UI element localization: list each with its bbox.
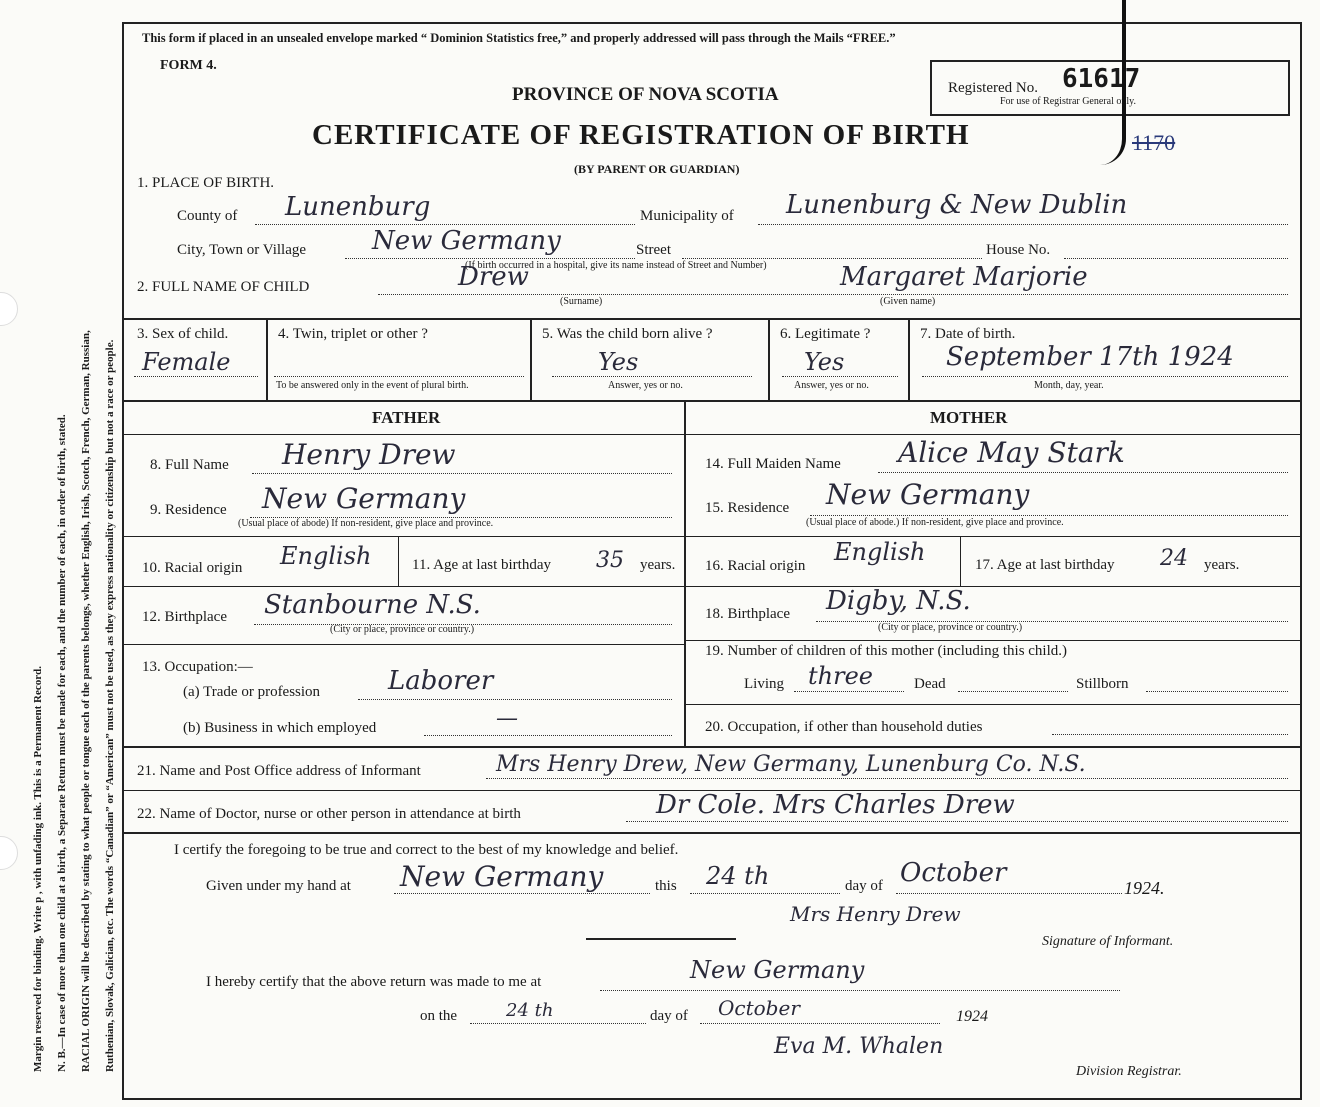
registrar-caption: Division Registrar.	[1076, 1064, 1182, 1079]
registrar-day-line	[470, 1023, 646, 1024]
registrar-day: 24 th	[506, 1000, 554, 1021]
street-line	[682, 258, 982, 259]
dayof-label: day of	[845, 878, 883, 894]
surname-caption: (Surname)	[560, 296, 603, 307]
given-day-line	[690, 893, 840, 894]
mother-res-label: 15. Residence	[705, 500, 790, 516]
father-bp-note: (City or place, province or country.)	[330, 624, 475, 635]
father-residence: New Germany	[262, 482, 466, 515]
parents-bottom	[122, 746, 1302, 748]
mother-occ-label: 20. Occupation, if other than household duties	[705, 719, 983, 735]
sidebar-racial-note-2: Ruthenian, Slovak, Galician, etc. The words “Canadian” or “American” must not be used, as they express nationality or citizenship but not a race or people.	[104, 339, 116, 1072]
registrar-note: For use of Registrar General only.	[1000, 96, 1136, 107]
punch-hole-bottom	[0, 836, 18, 870]
informant-sig-caption: Signature of Informant.	[1042, 934, 1174, 949]
dob-label: 7. Date of birth.	[920, 326, 1016, 342]
mother-birthplace: Digby, N.S.	[826, 586, 971, 616]
mother-heading: MOTHER	[930, 408, 1008, 427]
row3-top	[122, 318, 1302, 320]
form-number: FORM 4.	[160, 58, 217, 73]
father-race: English	[280, 542, 372, 570]
father-row1-line	[122, 536, 684, 537]
father-name: Henry Drew	[282, 438, 456, 471]
municipality-label: Municipality of	[640, 208, 734, 224]
father-row2-line	[122, 586, 684, 587]
right-border	[1300, 22, 1302, 1100]
mother-occ-line	[1052, 734, 1288, 735]
alive-note: Answer, yes or no.	[608, 380, 683, 391]
dead-line	[958, 691, 1068, 692]
given-caption: (Given name)	[880, 296, 936, 307]
row3-div3	[768, 318, 770, 400]
registered-number: 61617	[1062, 64, 1141, 94]
on-the-label: on the	[420, 1008, 458, 1024]
father-occ-label: 13. Occupation:—	[142, 659, 253, 675]
sex-value: Female	[142, 348, 231, 376]
registered-label: Registered No.	[948, 80, 1038, 96]
mother-residence: New Germany	[826, 478, 1030, 511]
mother-age-label: 17. Age at last birthday	[975, 557, 1115, 573]
row3-div2	[530, 318, 532, 400]
informant-signature: Mrs Henry Drew	[790, 902, 961, 926]
row3-div4	[908, 318, 910, 400]
sex-label: 3. Sex of child.	[137, 326, 229, 342]
father-heading: FATHER	[372, 408, 441, 427]
living-label: Living	[744, 676, 784, 692]
mother-res-line	[810, 515, 1288, 516]
informant-sig-line	[586, 938, 736, 940]
father-trade: Laborer	[388, 666, 494, 696]
dob-note: Month, day, year.	[1034, 380, 1104, 391]
mother-row4-line	[684, 704, 1302, 705]
child-name-line	[378, 294, 1288, 295]
informant-line	[486, 778, 1288, 779]
father-business-line	[424, 735, 672, 736]
certificate-subtitle: (BY PARENT OR GUARDIAN)	[574, 162, 740, 176]
street-label: Street	[636, 242, 671, 258]
twin-note: To be answered only in the event of plural birth.	[276, 380, 469, 391]
this-label: this	[655, 878, 677, 894]
house-label: House No.	[986, 242, 1051, 258]
father-res-label: 9. Residence	[150, 502, 227, 518]
mother-row3-line	[684, 640, 1302, 641]
mother-row1-line	[684, 536, 1302, 537]
given-place: New Germany	[400, 860, 604, 893]
registrar-place-line	[600, 990, 1120, 991]
registrar-text: I hereby certify that the above return was made to me at	[206, 974, 542, 990]
legit-line	[782, 376, 898, 377]
county-value: Lunenburg	[285, 192, 431, 222]
sex-line	[134, 376, 258, 377]
father-race-div	[398, 536, 399, 586]
certify-text: I certify the foregoing to be true and correct to the best of my knowledge and belief.	[174, 842, 679, 858]
twin-label: 4. Twin, triplet or other ?	[278, 326, 428, 342]
father-bp-label: 12. Birthplace	[142, 609, 227, 625]
hospital-note: (If birth occurred in a hospital, give its name instead of Street and Number)	[465, 260, 767, 271]
mother-name-label: 14. Full Maiden Name	[705, 456, 841, 472]
mother-race: English	[834, 538, 926, 566]
child-name-label: 2. FULL NAME OF CHILD	[137, 279, 310, 295]
alive-value: Yes	[598, 348, 639, 376]
child-surname: Drew	[458, 262, 529, 292]
children-count-label: 19. Number of children of this mother (including this child.)	[705, 643, 1068, 659]
informant-label: 21. Name and Post Office address of Informant	[137, 763, 421, 779]
province-heading: PROVINCE OF NOVA SCOTIA	[512, 84, 779, 105]
father-age: 35	[596, 548, 624, 573]
left-border	[122, 22, 124, 1100]
father-business-label: (b) Business in which employed	[183, 720, 377, 736]
given-place-line	[394, 893, 650, 894]
given-month-line	[896, 893, 1122, 894]
registrar-place: New Germany	[690, 956, 865, 984]
father-business: —	[496, 706, 518, 731]
child-given-name: Margaret Marjorie	[840, 262, 1088, 292]
given-day: 24 th	[706, 862, 770, 890]
municipality-value: Lunenburg & New Dublin	[786, 190, 1128, 220]
father-race-label: 10. Racial origin	[142, 560, 243, 576]
certificate-title: CERTIFICATE OF REGISTRATION OF BIRTH	[312, 119, 970, 151]
row22-line	[122, 832, 1302, 834]
registrar-month: October	[718, 996, 800, 1020]
mother-name-line	[878, 472, 1288, 473]
sidebar-nb-note: N. B.—In case of more than one child at a birth, a Separate Return must be made for each, and the number of each, in order of birth, stated.	[56, 414, 68, 1072]
father-age-label: 11. Age at last birthday	[412, 557, 551, 573]
mother-race-div	[960, 536, 961, 586]
dob-value: September 17th 1924	[946, 342, 1234, 372]
given-month: October	[900, 858, 1007, 888]
house-line	[1064, 258, 1288, 259]
sidebar-racial-note: RACIAL ORIGIN will be described by stating to what people or tongue each of the parents belongs, whether English, Irish, Scotch, French, German, Russian,	[80, 330, 92, 1072]
county-line	[255, 224, 635, 225]
given-under-label: Given under my hand at	[206, 878, 351, 894]
doctor-line	[626, 821, 1288, 822]
place-of-birth-label: 1. PLACE OF BIRTH.	[137, 175, 275, 191]
mail-notice: This form if placed in an unsealed envelope marked “ Dominion Statistics free,” and properly addressed will pass through the Mails “FREE.”	[142, 31, 896, 45]
bottom-border	[122, 1098, 1302, 1100]
given-year: 1924.	[1124, 878, 1165, 898]
city-label: City, Town or Village	[177, 242, 307, 258]
mother-res-note: (Usual place of abode.) If non-resident, give place and province.	[806, 517, 1064, 528]
registrar-year: 1924	[956, 1008, 988, 1025]
parents-head-line	[122, 434, 1302, 435]
stamp-number: 1170	[1132, 130, 1176, 155]
father-name-label: 8. Full Name	[150, 457, 229, 473]
parents-divider	[684, 400, 686, 746]
dead-label: Dead	[914, 676, 946, 692]
city-value: New Germany	[372, 226, 561, 256]
living-line	[794, 691, 904, 692]
city-line	[345, 258, 635, 259]
registrar-signature: Eva M. Whalen	[774, 1034, 944, 1059]
mother-name: Alice May Stark	[898, 436, 1125, 469]
legit-label: 6. Legitimate ?	[780, 326, 871, 342]
living-value: three	[808, 662, 873, 690]
legit-note: Answer, yes or no.	[794, 380, 869, 391]
alive-line	[552, 376, 752, 377]
row3-bottom	[122, 400, 1302, 402]
father-name-line	[252, 473, 672, 474]
father-res-note: (Usual place of abode) If non-resident, give place and province.	[238, 518, 494, 529]
stillborn-label: Stillborn	[1076, 676, 1129, 692]
mother-bp-note: (City or place, province or country.)	[878, 622, 1023, 633]
father-trade-label: (a) Trade or profession	[183, 684, 321, 700]
mother-row2-line	[684, 586, 1302, 587]
registrar-dayof-label: day of	[650, 1008, 688, 1024]
father-trade-line	[358, 699, 672, 700]
municipality-line	[758, 224, 1288, 225]
father-years: years.	[640, 557, 676, 573]
mother-age: 24	[1160, 546, 1188, 571]
sidebar-binding-note: Margin reserved for binding. Write p , with unfading ink. This is a Permanent Record.	[32, 665, 44, 1072]
doctor-label: 22. Name of Doctor, nurse or other person in attendance at birth	[137, 806, 521, 822]
father-row3-line	[122, 644, 684, 645]
alive-label: 5. Was the child born alive ?	[542, 326, 713, 342]
punch-hole-top	[0, 292, 18, 326]
informant-value: Mrs Henry Drew, New Germany, Lunenburg Co. N.S.	[496, 752, 1086, 777]
county-label: County of	[177, 208, 238, 224]
row3-div1	[266, 318, 268, 400]
dob-line	[922, 376, 1288, 377]
mother-race-label: 16. Racial origin	[705, 558, 806, 574]
legit-value: Yes	[804, 348, 845, 376]
mother-bp-label: 18. Birthplace	[705, 606, 790, 622]
twin-line	[274, 376, 524, 377]
mother-years: years.	[1204, 557, 1240, 573]
doctor-value: Dr Cole. Mrs Charles Drew	[656, 790, 1015, 820]
stillborn-line	[1146, 691, 1288, 692]
registrar-month-line	[700, 1023, 940, 1024]
father-birthplace: Stanbourne N.S.	[264, 590, 481, 620]
ink-stroke	[1100, 0, 1126, 165]
